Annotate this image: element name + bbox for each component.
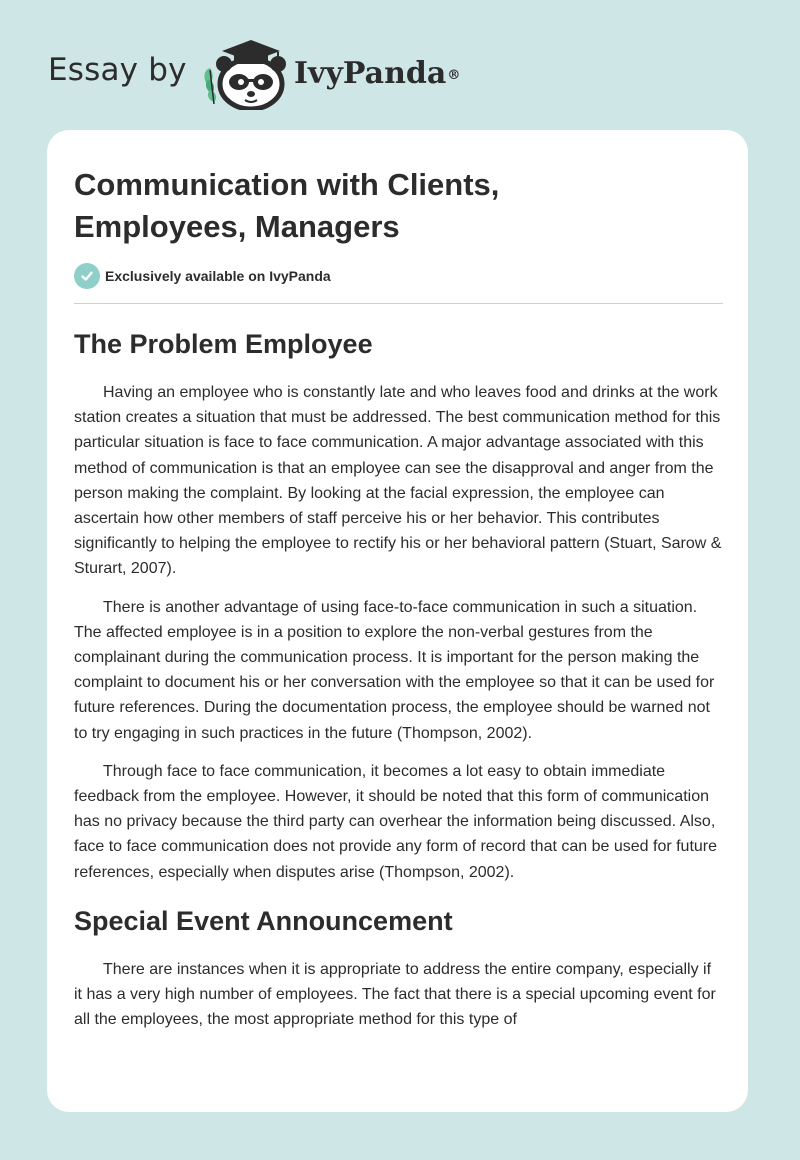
paragraph: Having an employee who is constantly late and who leaves food and drinks at the work station creates a situation that must be addressed. The best communication method for this particular situation is face to face communication. A major advantage associated with this method of communication is that an employee can see the disapproval and anger from the person making the complaint. By looking at the facial expression, the employee can ascertain how other members of staff perceive his or her behavior. This contributes significantly to helping the employee to rectify his or her behavioral pattern (Stuart, Sarow & Sturart, 2007).: [74, 384, 722, 578]
essay-body: [74, 326, 723, 1045]
divider: [74, 303, 723, 304]
registered-mark: ®: [447, 68, 461, 83]
paragraph: There is another advantage of using face-to-face communication in such a situation. The affected employee is in a position to explore the non-verbal gestures from the complainant during the communication process. It is important for the person making the complaint to document his or her conversation with the employee so that it can be used for future references. During the documentation process, the employee should be warned not to try engaging in such practices in the future (Thompson, 2002).: [74, 598, 715, 742]
check-icon: [74, 263, 100, 289]
section-heading: The Problem Employee: [74, 329, 373, 359]
paragraph: Through face to face communication, it becomes a lot easy to obtain immediate feedback from the employee. However, it should be noted that this form of communication has no privacy because the third party can overhear the information being discussed. Also, face to face communication does not provide any form of record that can be used for future references, especially when disputes arise (Thompson, 2002).: [74, 762, 718, 881]
exclusive-label: Exclusively available on IvyPanda: [105, 268, 331, 284]
site-header: [0, 0, 800, 130]
panda-graduate-logo-icon[interactable]: [200, 34, 292, 110]
page-title: Communication with Clients, Employees, Managers: [74, 167, 500, 244]
exclusive-badge: [74, 263, 331, 289]
section-heading: Special Event Announcement: [74, 905, 453, 936]
essay-card: [47, 130, 748, 1112]
brand-name[interactable]: [294, 54, 460, 94]
brand-prefix: Essay by: [48, 52, 187, 88]
brand-name-text: IvyPanda: [294, 56, 447, 91]
paragraph: There are instances when it is appropriate to address the entire company, especially if it has a very high number of employees. The fact that there is a special upcoming event for all the employees, the most appropriate method for this type of: [74, 960, 716, 1029]
